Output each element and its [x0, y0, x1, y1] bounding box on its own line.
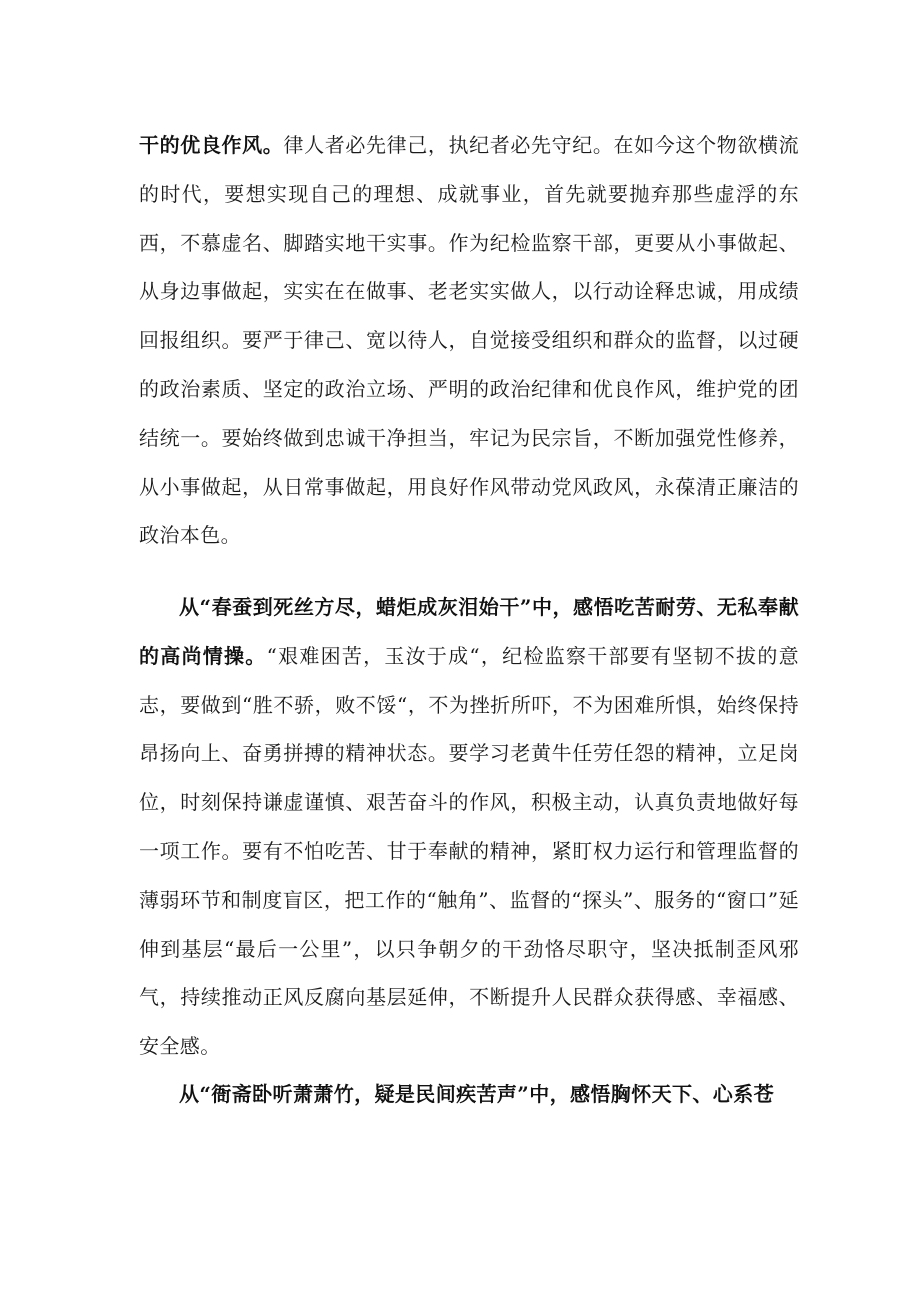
- paragraph-1: [139, 121, 799, 560]
- paragraph-1-lead: 干的优良作风。: [139, 133, 284, 157]
- paragraph-2-body: “艰难困苦，玉汝于成“，纪检监察干部要有坚韧不拔的意志，要做到“胜不骄，败不馁“，不为挫折所吓，不为困难所惧，始终保持昂扬向上、奋勇拼搏的精神状态。要学习老黄牛任劳任怨的精神，立足岗位，时刻保持谦虚谨慎、艰苦奋斗的作风，积极主动，认真负责地做好每一项工作。要有不怕吃苦、甘于奉献的精神，紧盯权力运行和管理监督的薄弱环节和制度盲区，把工作的“触角”、监督的“探头”、服务的“窗口”延伸到基层“最后一公里”，以只争朝夕的干劲恪尽职守，坚决抵制歪风邪气，持续推动正风反腐向基层延伸，不断提升人民群众获得感、幸福感、安全感。: [139, 643, 799, 1059]
- paragraph-1-body: 律人者必先律己，执纪者必先守纪。在如今这个物欲横流的时代，要想实现自己的理想、成就事业，首先就要抛弃那些虚浮的东西，不慕虚名、脚踏实地干实事。作为纪检监察干部，更要从小事做起、从身边事做起，实实在在做事、老老实实做人，以行动诠释忠诚，用成绩回报组织。要严于律己、宽以待人，自觉接受组织和群众的监督，以过硬的政治素质、坚定的政治立场、严明的政治纪律和优良作风，维护党的团结统一。要始终做到忠诚干净担当，牢记为民宗旨，不断加强党性修养，从小事做起，从日常事做起，用良好作风带动党风政风，永葆清正廉洁的政治本色。: [139, 133, 800, 548]
- paragraph-2-lead: 从“春蚕到死丝方尽，蜡炬成灰泪始干”中，感悟吃苦耐劳、无私奉献的高尚情操。: [139, 595, 799, 668]
- paragraph-3-lead: 从“衙斋卧听萧萧竹，疑是民间疾苦声”中，感悟胸怀天下、心系苍: [179, 1082, 775, 1106]
- paragraph-3: [139, 1070, 799, 1119]
- paragraph-2: [139, 583, 799, 1071]
